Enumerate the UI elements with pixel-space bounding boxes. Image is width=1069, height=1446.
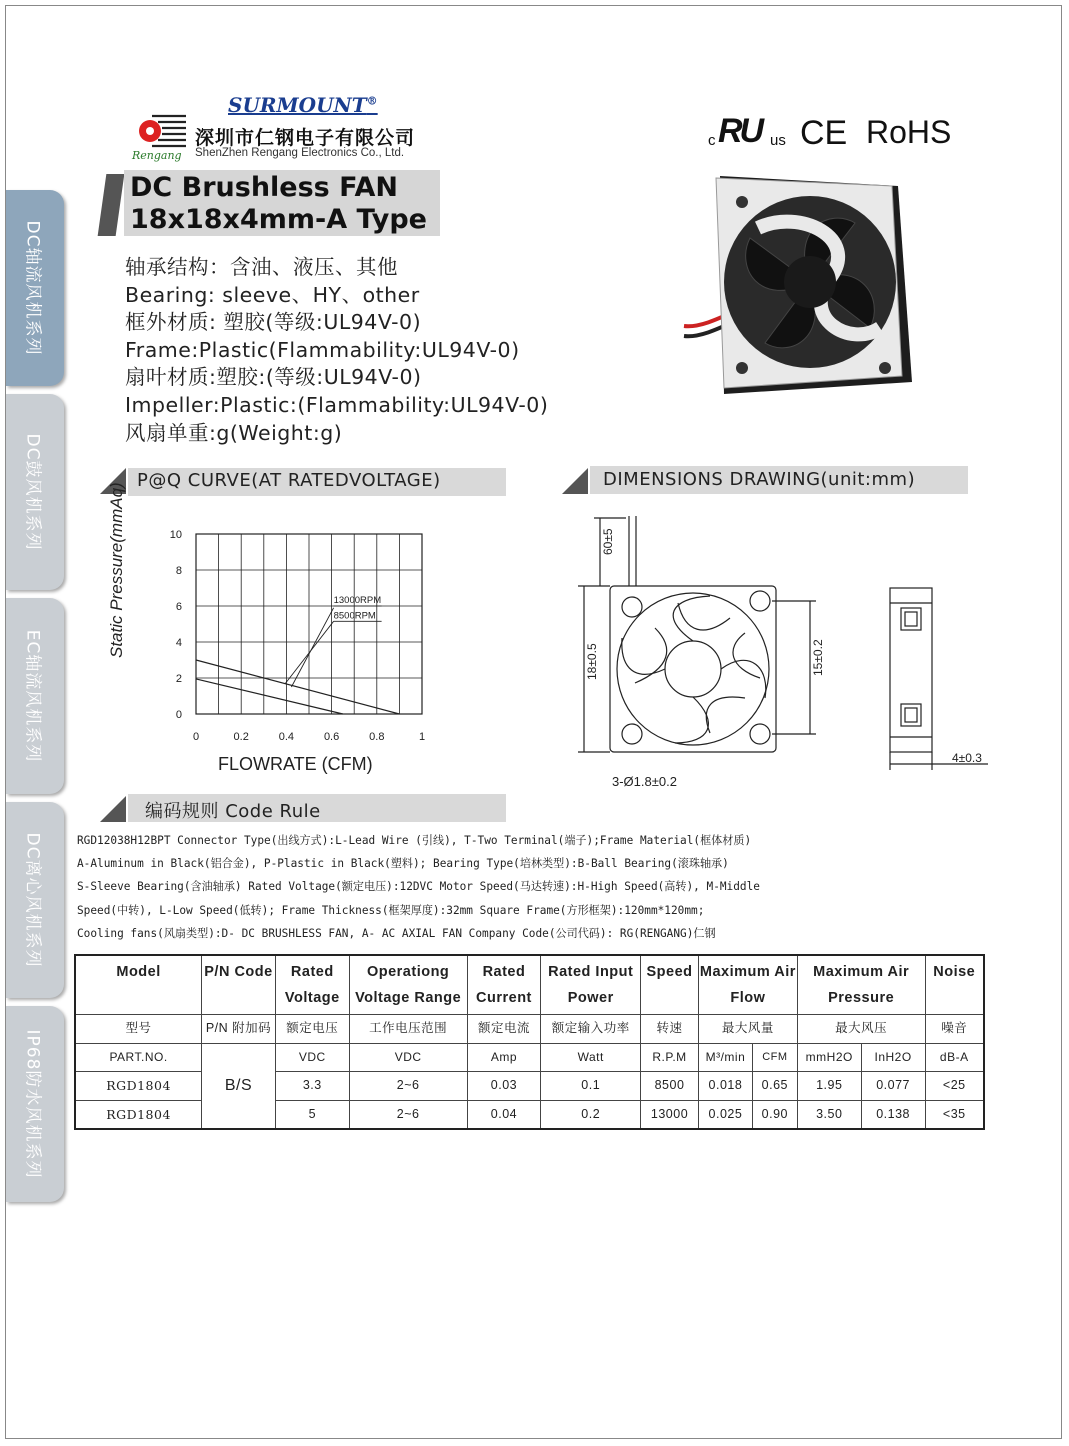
x-tick-label: 0.2 bbox=[233, 731, 249, 743]
series-line-8500rpm bbox=[196, 679, 343, 714]
unit-cell: InH2O bbox=[861, 1043, 925, 1072]
code-rule-line: Speed(中转), L-Low Speed(低转); Frame Thickness(框架厚度):32mm Square Frame(方形框架):120mm*120mm; bbox=[77, 904, 705, 917]
spec-line: 框外材质: 塑胶(等级:UL94V-0) bbox=[125, 310, 422, 335]
table-units-row bbox=[75, 1043, 984, 1072]
header-pn-code: P/N Code bbox=[202, 955, 276, 1015]
rohs-mark: RoHS bbox=[866, 114, 952, 150]
cell: 0.1 bbox=[541, 1072, 641, 1101]
dim-hole-pitch: 15±0.2 bbox=[811, 639, 825, 676]
unit-cell: CFM bbox=[752, 1043, 797, 1072]
pn-code-cell: B/S bbox=[202, 1043, 276, 1129]
ul-logo-icon: RU bbox=[718, 112, 762, 150]
side-tab-ec-axial[interactable] bbox=[6, 598, 64, 794]
section-marker-icon bbox=[562, 468, 588, 494]
unit-cell: Watt bbox=[541, 1043, 641, 1072]
unit-cell: VDC bbox=[275, 1043, 349, 1072]
spec-table bbox=[74, 954, 985, 1130]
cell: <35 bbox=[925, 1100, 984, 1129]
company-name-cn: 深圳市仁钢电子有限公司 bbox=[195, 127, 416, 149]
header-air-pressure: Maximum Air Pressure bbox=[797, 955, 925, 1015]
unit-cell: R.P.M bbox=[641, 1043, 699, 1072]
side-tab-label: DC鼓风机系列 bbox=[22, 433, 43, 551]
header-cn: 噪音 bbox=[925, 1015, 984, 1044]
product-subtitle: 18x18x4mm-A Type bbox=[130, 204, 427, 235]
table-header-row bbox=[75, 955, 984, 1015]
product-title: DC Brushless FAN bbox=[130, 172, 398, 203]
side-tab-label: IP68防水风机系列 bbox=[22, 1029, 43, 1179]
spec-list bbox=[125, 254, 548, 447]
y-tick-label: 6 bbox=[175, 601, 182, 613]
ul-us-mark: us bbox=[770, 132, 786, 149]
spec-line: Frame:Plastic(Flammability:UL94V-0) bbox=[125, 337, 520, 362]
cell: 0.04 bbox=[467, 1100, 541, 1129]
x-tick-label: 0.8 bbox=[369, 731, 385, 743]
header-cn: 型号 bbox=[75, 1015, 202, 1044]
header-cn: 额定电压 bbox=[275, 1015, 349, 1044]
section-marker-icon bbox=[100, 796, 126, 822]
spec-line: Impeller:Plastic:(Flammability:UL94V-0) bbox=[125, 392, 549, 417]
header-noise: Noise bbox=[925, 955, 984, 1015]
side-tab-ip68[interactable] bbox=[6, 1006, 64, 1202]
cell: 0.025 bbox=[698, 1100, 752, 1129]
rengang-mark: Rengang bbox=[132, 149, 182, 162]
cell: 1.95 bbox=[797, 1072, 861, 1101]
header-voltage-range: Operationg Voltage Range bbox=[349, 955, 467, 1015]
y-tick-label: 2 bbox=[175, 673, 182, 685]
y-tick-label: 8 bbox=[175, 565, 182, 577]
dim-section-title: DIMENSIONS DRAWING(unit:mm) bbox=[603, 469, 916, 490]
unit-cell: PART.NO. bbox=[75, 1043, 202, 1072]
header-cn: P/N 附加码 bbox=[202, 1015, 276, 1044]
unit-cell: Amp bbox=[467, 1043, 541, 1072]
header-cn: 最大风量 bbox=[698, 1015, 797, 1044]
cell: 2~6 bbox=[349, 1100, 467, 1129]
side-tab-dc-centrifugal[interactable] bbox=[6, 802, 64, 998]
side-tab-dc-axial[interactable] bbox=[6, 190, 64, 386]
cell: 5 bbox=[275, 1100, 349, 1129]
spec-line: Bearing: sleeve、HY、other bbox=[125, 282, 420, 307]
side-tab-label: DC轴流风机系列 bbox=[22, 220, 43, 356]
cell: 0.077 bbox=[861, 1072, 925, 1101]
y-axis-label: Static Pressure(mmAq) bbox=[107, 482, 126, 658]
y-tick-label: 4 bbox=[175, 637, 182, 649]
spec-line: 扇叶材质:塑胶:(等级:UL94V-0) bbox=[125, 365, 422, 390]
header-rated-current: Rated Current bbox=[467, 955, 541, 1015]
unit-cell: VDC bbox=[349, 1043, 467, 1072]
code-rule-line: S-Sleeve Bearing(含油轴承) Rated Voltage(额定电压):12DVC Motor Speed(马达转速):H-High Speed(高转), M-Middle bbox=[77, 880, 760, 893]
cell: 2~6 bbox=[349, 1072, 467, 1101]
cell: 13000 bbox=[641, 1100, 699, 1129]
unit-cell: mmH2O bbox=[797, 1043, 861, 1072]
header-cn: 工作电压范围 bbox=[349, 1015, 467, 1044]
cell: 0.90 bbox=[752, 1100, 797, 1129]
cell: <25 bbox=[925, 1072, 984, 1101]
dim-holes: 3-Ø1.8±0.2 bbox=[612, 774, 677, 789]
header-speed: Speed bbox=[641, 955, 699, 1015]
code-rule-line: A-Aluminum in Black(铝合金), P-Plastic in Black(塑料); Bearing Type(培林类型):B-Ball Bearing(滚珠轴承) bbox=[77, 857, 729, 870]
fan-photo bbox=[680, 168, 920, 408]
header-air-flow: Maximum Air Flow bbox=[698, 955, 797, 1015]
cell-model: RGD1804 bbox=[75, 1100, 202, 1129]
pointer-arrow bbox=[291, 608, 333, 687]
cell: 0.65 bbox=[752, 1072, 797, 1101]
spec-line: 轴承结构：含油、液压、其他 bbox=[125, 255, 398, 279]
dim-thickness: 4±0.3 bbox=[952, 751, 982, 765]
ce-mark: CE bbox=[800, 114, 848, 152]
x-tick-label: 1 bbox=[418, 731, 426, 743]
cell: 3.50 bbox=[797, 1100, 861, 1129]
side-tab-dc-blower[interactable] bbox=[6, 394, 64, 590]
x-tick-label: 0.4 bbox=[278, 731, 295, 743]
series-label: 8500RPM bbox=[333, 610, 376, 622]
code-rule-line: RGD12038H12BPT Connector Type(出线方式):L-Lead Wire (引线), T-Two Terminal(端子);Frame Material(框体材质) bbox=[77, 834, 752, 847]
x-tick-label: 0.6 bbox=[323, 731, 340, 743]
code-section-title: 编码规则 Code Rule bbox=[145, 801, 321, 822]
y-tick-label: 10 bbox=[169, 529, 182, 541]
cell: 3.3 bbox=[275, 1072, 349, 1101]
cell: 0.2 bbox=[541, 1100, 641, 1129]
header-cn: 最大风压 bbox=[797, 1015, 925, 1044]
series-label: 13000RPM bbox=[333, 595, 382, 606]
unit-cell: M³/min bbox=[698, 1043, 752, 1072]
pq-chart bbox=[107, 482, 440, 780]
header-model: Model bbox=[75, 955, 202, 1015]
x-axis-label: FLOWRATE (CFM) bbox=[218, 754, 373, 774]
ul-c-mark: c bbox=[708, 132, 716, 149]
header-input-power: Rated Input Power bbox=[541, 955, 641, 1015]
spec-line: 风扇单重:g(Weight:g) bbox=[125, 420, 343, 445]
cell-model: RGD1804 bbox=[75, 1072, 202, 1101]
cell: 0.018 bbox=[698, 1072, 752, 1101]
y-tick-label: 0 bbox=[175, 709, 182, 721]
header-rated-voltage: Rated Voltage bbox=[275, 955, 349, 1015]
brand-name: SURMOUNT® bbox=[228, 93, 378, 117]
dimensions-drawing bbox=[560, 508, 1000, 798]
header-cn: 额定输入功率 bbox=[541, 1015, 641, 1044]
header-cn: 转速 bbox=[641, 1015, 699, 1044]
certifications bbox=[708, 112, 958, 156]
title-box bbox=[124, 170, 440, 236]
table-header-cn-row bbox=[75, 1015, 984, 1044]
x-tick-label: 0 bbox=[192, 731, 200, 743]
unit-cell: dB-A bbox=[925, 1043, 984, 1072]
cell: 0.138 bbox=[861, 1100, 925, 1129]
pq-section-title: P@Q CURVE(AT RATEDVOLTAGE) bbox=[137, 470, 441, 491]
header-cn: 额定电流 bbox=[467, 1015, 541, 1044]
side-tab-label: DC离心风机系列 bbox=[22, 832, 43, 968]
company-name-en: ShenZhen Rengang Electronics Co., Ltd. bbox=[195, 147, 405, 159]
cell: 8500 bbox=[641, 1072, 699, 1101]
side-tab-label: EC轴流风机系列 bbox=[22, 629, 43, 763]
cell: 0.03 bbox=[467, 1072, 541, 1101]
dim-frame-size: 18±0.5 bbox=[585, 643, 599, 680]
dim-lead-length: 60±5 bbox=[601, 528, 615, 555]
code-rule-line: Cooling fans(风扇类型):D- DC BRUSHLESS FAN, A- AC AXIAL FAN Company Code(公司代码): RG(RENGANG)仁钢 bbox=[77, 927, 716, 940]
